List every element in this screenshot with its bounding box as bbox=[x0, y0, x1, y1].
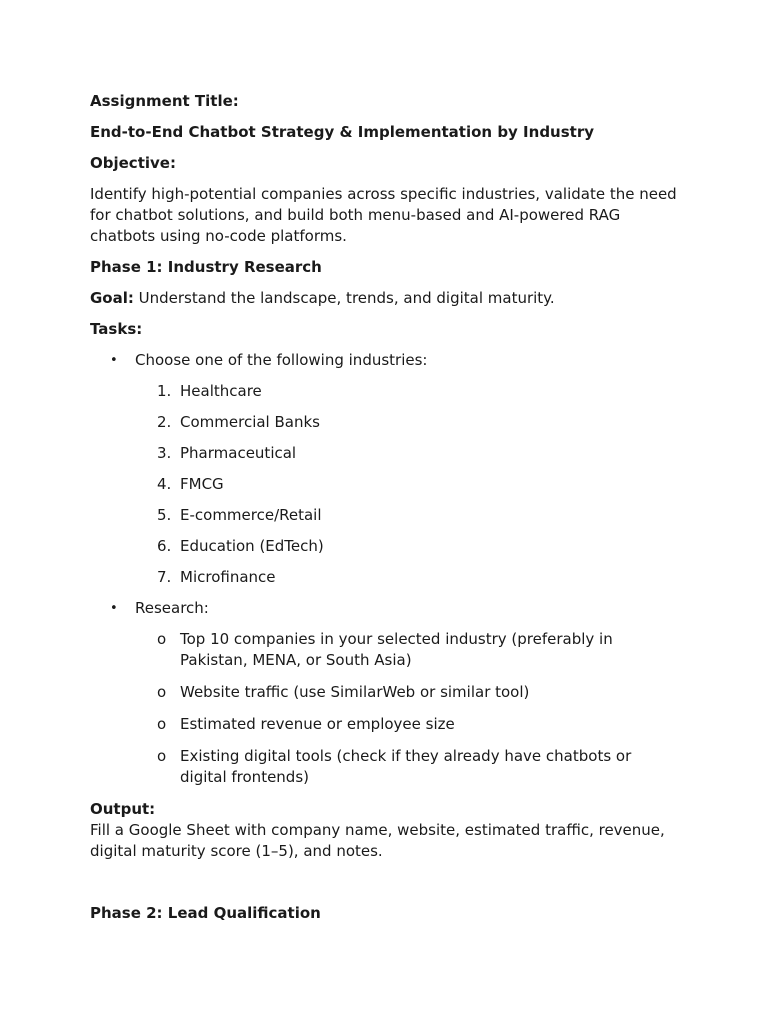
sub-bullet-icon: o bbox=[157, 683, 167, 701]
list-item bbox=[90, 412, 680, 433]
list-item bbox=[90, 443, 680, 464]
list-number: 2. bbox=[157, 413, 172, 431]
phase2-heading: Phase 2: Lead Qualification bbox=[90, 904, 321, 922]
industry-label: Commercial Banks bbox=[180, 413, 320, 431]
list-item bbox=[90, 682, 680, 703]
assignment-title-label: Assignment Title: bbox=[90, 92, 239, 110]
list-number: 4. bbox=[157, 475, 172, 493]
tasks-label: Tasks: bbox=[90, 320, 143, 338]
bullet-text: Choose one of the following industries: bbox=[135, 351, 428, 369]
industry-label: E-commerce/Retail bbox=[180, 506, 322, 524]
list-number: 1. bbox=[157, 382, 172, 400]
bullet-item-choose-industry bbox=[90, 350, 680, 371]
objective-text: Identify high-potential companies across specific industries, validate the need for chatbot solutions, and build both menu-based and AI-powered RAG chatbots using no-code platforms. bbox=[90, 185, 677, 245]
output-label: Output: bbox=[90, 800, 156, 818]
list-item bbox=[90, 474, 680, 495]
list-number: 7. bbox=[157, 568, 172, 586]
goal-text: Understand the landscape, trends, and digital maturity. bbox=[133, 289, 555, 307]
document-page bbox=[90, 91, 680, 924]
industry-label: FMCG bbox=[180, 475, 224, 493]
list-item bbox=[90, 629, 680, 671]
list-item bbox=[90, 567, 680, 588]
bullet-icon: • bbox=[110, 601, 118, 616]
sub-bullet-icon: o bbox=[157, 747, 167, 765]
goal-label: Goal: bbox=[90, 289, 134, 307]
sub-bullet-icon: o bbox=[157, 630, 167, 648]
phase1-heading: Phase 1: Industry Research bbox=[90, 258, 322, 276]
output-text: Fill a Google Sheet with company name, website, estimated traffic, revenue, digital maturity score (1–5), and notes. bbox=[90, 821, 665, 860]
bullet-item-research bbox=[90, 598, 680, 619]
research-item-text: Estimated revenue or employee size bbox=[180, 715, 455, 733]
bullet-icon: • bbox=[110, 353, 118, 368]
list-number: 3. bbox=[157, 444, 172, 462]
list-item bbox=[90, 505, 680, 526]
industry-label: Microfinance bbox=[180, 568, 276, 586]
assignment-title: End-to-End Chatbot Strategy & Implementation by Industry bbox=[90, 123, 595, 141]
list-item bbox=[90, 714, 680, 735]
list-item bbox=[90, 381, 680, 402]
industry-label: Healthcare bbox=[180, 382, 262, 400]
sub-bullet-icon: o bbox=[157, 715, 167, 733]
bullet-text: Research: bbox=[135, 599, 209, 617]
list-number: 6. bbox=[157, 537, 172, 555]
research-item-text: Website traffic (use SimilarWeb or similar tool) bbox=[180, 683, 530, 701]
research-item-text: Existing digital tools (check if they already have chatbots or digital frontends) bbox=[180, 747, 632, 786]
list-item bbox=[90, 746, 680, 788]
section-spacer bbox=[90, 872, 680, 903]
list-item bbox=[90, 536, 680, 557]
industry-label: Pharmaceutical bbox=[180, 444, 297, 462]
research-item-text: Top 10 companies in your selected industry (preferably in Pakistan, MENA, or South Asia) bbox=[180, 630, 613, 669]
objective-label: Objective: bbox=[90, 154, 176, 172]
goal-line bbox=[90, 288, 680, 309]
industry-label: Education (EdTech) bbox=[180, 537, 324, 555]
list-number: 5. bbox=[157, 506, 172, 524]
